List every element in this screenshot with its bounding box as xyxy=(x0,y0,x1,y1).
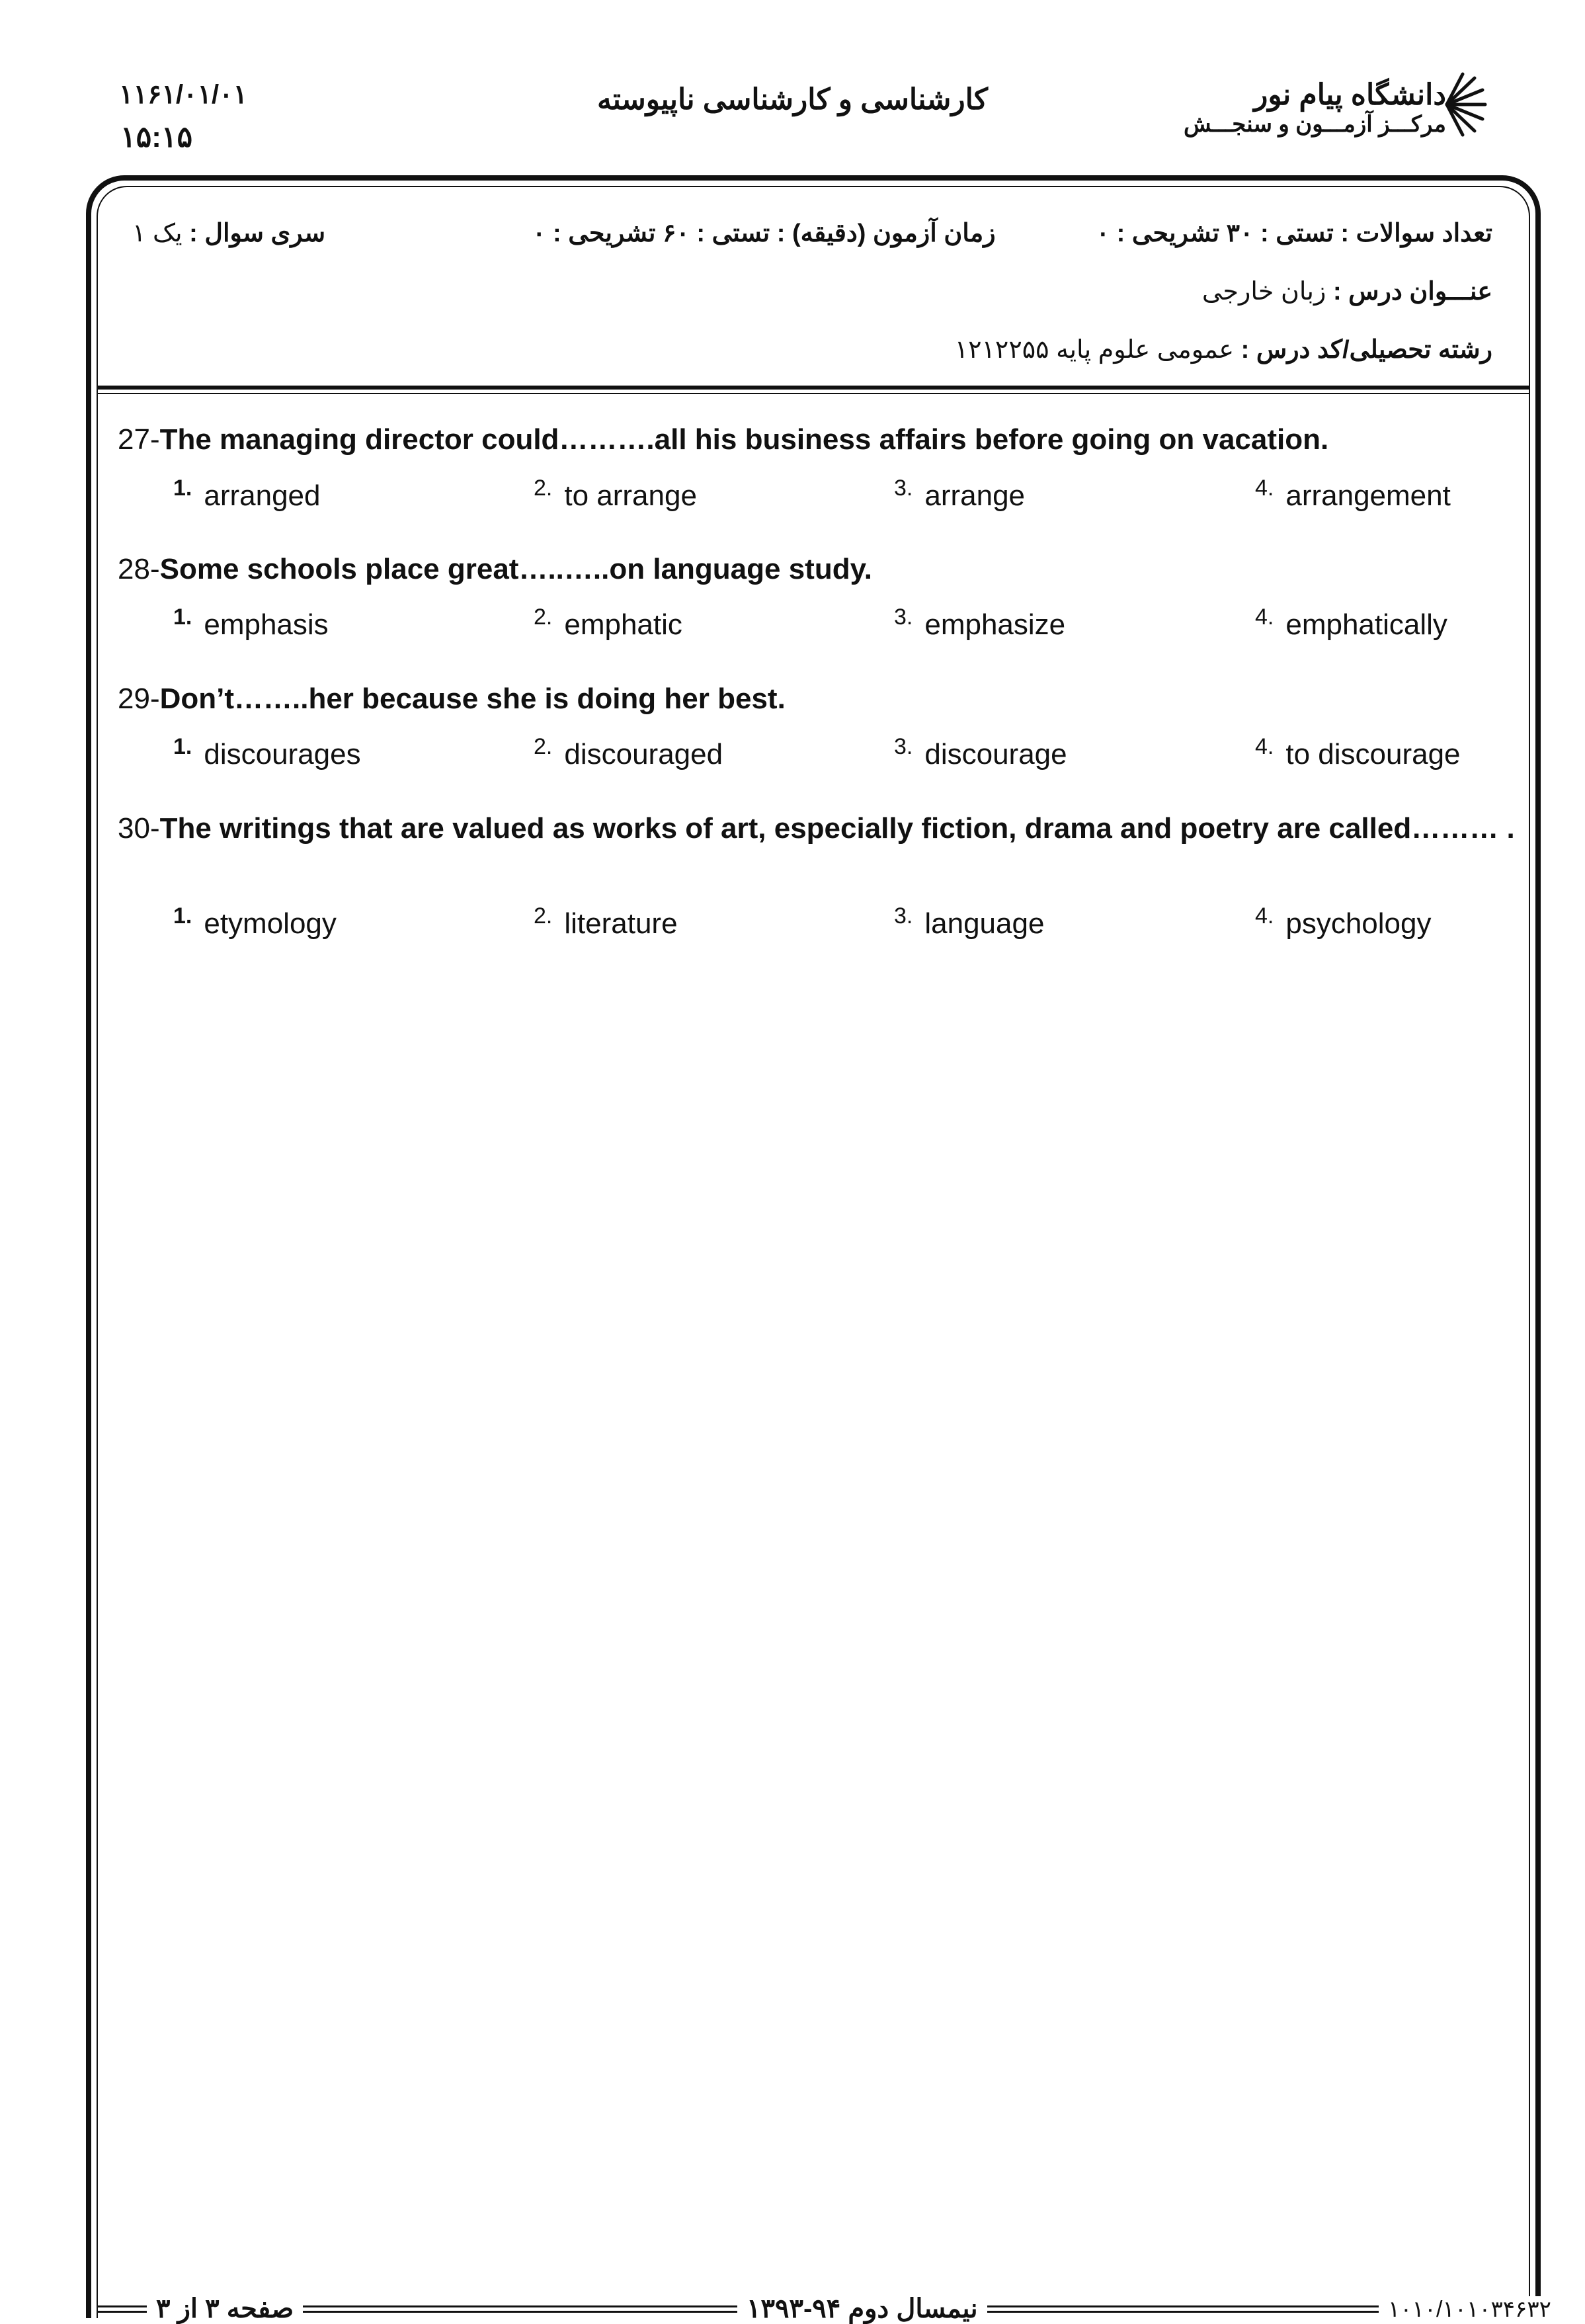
center-name: مرکـــز آزمـــون و سنجـــش xyxy=(1184,112,1446,137)
option-3: $^{3.}$ discourage xyxy=(894,734,1067,770)
header-divider xyxy=(97,386,1530,390)
question-28 xyxy=(118,553,872,586)
option-3: $^{3.}$ language xyxy=(894,903,1045,940)
question-number: 28- xyxy=(118,553,160,585)
document-code: ۱۰۱۰/۱۰۱۰۳۴۶۳۲ xyxy=(1379,2296,1561,2323)
question-number: 27- xyxy=(118,423,160,456)
question-stem: The writings that are valued as works of art, especially fiction, drama and poetry are called……… . xyxy=(159,812,1515,845)
exam-duration-label: زمان آزمون (دقیقه) : xyxy=(776,220,996,247)
option-1: $^{1.}$ arranged xyxy=(173,476,321,512)
option-3: $^{3.}$ arrange xyxy=(894,476,1026,512)
question-count-value: تستی : ۳۰ تشریحی : ۰ xyxy=(1096,220,1334,247)
university-logo-icon xyxy=(1440,71,1489,138)
exam-title: کارشناسی و کارشناسی ناپیوسته xyxy=(597,83,988,116)
exam-duration-value: تستی : ۶۰ تشریحی : ۰ xyxy=(532,220,770,247)
option-1: $^{1.}$ etymology xyxy=(173,903,337,940)
question-count xyxy=(1096,218,1492,248)
option-4: $^{4.}$ to discourage xyxy=(1255,734,1461,770)
question-stem: The managing director could……….all his business affairs before going on vacation. xyxy=(159,423,1329,456)
exam-code: ۱۱۶۱/۰۱/۰۱ xyxy=(119,80,248,109)
field-code xyxy=(955,335,1492,364)
question-stem: Don’t……..her because she is doing her best. xyxy=(159,683,786,715)
option-3: $^{3.}$ emphasize xyxy=(894,604,1066,641)
option-2: $^{2.}$ to arrange xyxy=(534,476,697,512)
option-2: $^{2.}$ emphatic xyxy=(534,604,682,641)
university-name: دانشگاه پیام نور xyxy=(1254,79,1446,111)
question-number: 30- xyxy=(118,812,160,845)
header-divider-thin xyxy=(97,393,1530,394)
option-4: $^{4.}$ emphatically xyxy=(1255,604,1447,641)
question-series xyxy=(132,218,325,248)
exam-time: ۱۵:۱۵ xyxy=(120,121,193,153)
semester: نیمسال دوم ۹۴-۱۳۹۳ xyxy=(737,2294,987,2324)
course-title-label: عنـــوان درس : xyxy=(1332,278,1492,306)
question-30 xyxy=(118,812,1515,845)
option-4: $^{4.}$ psychology xyxy=(1255,903,1432,940)
course-title xyxy=(1202,276,1492,306)
question-number: 29- xyxy=(118,683,160,715)
question-29 xyxy=(118,683,786,716)
series-label: سری سوال : xyxy=(189,220,326,247)
page-number: صفحه ۳ از ۳ xyxy=(147,2294,303,2324)
university-block xyxy=(1184,79,1446,138)
question-stem: Some schools place great…..…..on language study. xyxy=(159,553,873,585)
field-label: رشته تحصیلی/کد درس : xyxy=(1240,336,1492,364)
field-value: عمومی علوم پایه ۱۲۱۲۲۵۵ xyxy=(954,336,1235,364)
exam-duration xyxy=(532,218,996,248)
question-count-label: تعداد سوالات : xyxy=(1340,220,1492,247)
option-4: $^{4.}$ arrangement xyxy=(1255,476,1451,512)
question-27 xyxy=(118,423,1328,456)
course-title-value: زبان خارجی xyxy=(1201,278,1326,306)
option-1: $^{1.}$ discourages xyxy=(173,734,361,770)
option-2: $^{2.}$ literature xyxy=(534,903,678,940)
series-value: یک ۱ xyxy=(132,220,183,247)
option-2: $^{2.}$ discouraged xyxy=(534,734,723,770)
option-1: $^{1.}$ emphasis xyxy=(173,604,329,641)
